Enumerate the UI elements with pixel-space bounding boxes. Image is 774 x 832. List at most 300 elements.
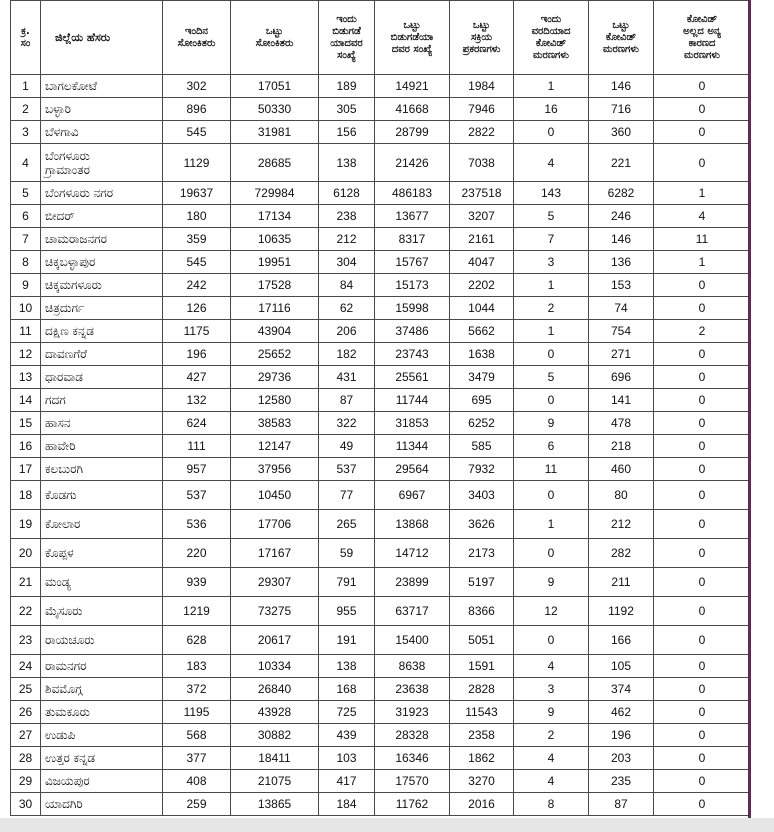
table-cell: 9 [514,568,589,597]
table-cell: 0 [654,793,751,816]
table-cell: 11744 [375,389,450,412]
district-name-cell: ಗದಗ [41,389,163,412]
table-cell: 6 [514,435,589,458]
district-name-cell: ಹಾಸನ [41,412,163,435]
table-cell: 6128 [319,182,375,205]
table-cell: 3270 [450,770,514,793]
table-cell: 74 [589,297,654,320]
table-row [11,121,751,144]
table-cell: 1 [654,251,751,274]
table-cell: 11762 [375,793,450,816]
table-cell: 17051 [231,75,319,98]
table-cell: 30 [11,793,41,816]
district-name-cell: ಹಾವೇರಿ [41,435,163,458]
table-cell: 62 [319,297,375,320]
table-cell: 957 [163,458,231,481]
column-header: ಇಂದು ಬಿಡುಗಡೆ ಯಾದವರ ಸಂಖ್ಯೆ [319,1,375,75]
table-row [11,205,751,228]
table-cell: 138 [319,655,375,678]
table-cell: 0 [654,412,751,435]
table-cell: 7 [11,228,41,251]
table-cell: 4 [514,655,589,678]
table-row [11,320,751,343]
table-cell: 13677 [375,205,450,228]
table-cell: 29307 [231,568,319,597]
table-cell: 15 [11,412,41,435]
table-row [11,144,751,182]
table-cell: 3403 [450,481,514,510]
table-cell: 31923 [375,701,450,724]
table-cell: 374 [589,678,654,701]
table-cell: 462 [589,701,654,724]
table-cell: 1 [514,320,589,343]
table-cell: 191 [319,626,375,655]
table-cell: 427 [163,366,231,389]
district-name-cell: ಬೀದರ್ [41,205,163,228]
table-cell: 2358 [450,724,514,747]
table-cell: 377 [163,747,231,770]
table-cell: 9 [11,274,41,297]
table-cell: 0 [654,458,751,481]
district-name-cell: ದಾವಣಗೆರೆ [41,343,163,366]
table-cell: 939 [163,568,231,597]
table-cell: 0 [654,98,751,121]
table-cell: 0 [514,389,589,412]
table-cell: 545 [163,251,231,274]
table-cell: 7946 [450,98,514,121]
table-cell: 21 [11,568,41,597]
table-body [11,75,751,816]
table-cell: 11 [654,228,751,251]
table-row [11,182,751,205]
table-cell: 14712 [375,539,450,568]
table-cell: 2 [654,320,751,343]
table-cell: 138 [319,144,375,182]
table-cell: 628 [163,626,231,655]
table-cell: 14 [11,389,41,412]
table-cell: 439 [319,724,375,747]
table-row [11,75,751,98]
table-cell: 725 [319,701,375,724]
table-cell: 282 [589,539,654,568]
table-cell: 2173 [450,539,514,568]
table-cell: 5197 [450,568,514,597]
table-cell: 486183 [375,182,450,205]
table-row [11,655,751,678]
table-cell: 63717 [375,597,450,626]
district-name-cell: ರಾಮನಗರ [41,655,163,678]
table-cell: 103 [319,747,375,770]
table-row [11,701,751,724]
page-bottom-edge [0,818,774,832]
table-cell: 4 [514,144,589,182]
table-cell: 28799 [375,121,450,144]
column-header: ಇಂದು ವರದಿಯಾದ ಕೋವಿಡ್ ಮರಣಗಳು [514,1,589,75]
table-cell: 2 [514,724,589,747]
table-cell: 0 [654,655,751,678]
table-cell: 28685 [231,144,319,182]
table-cell: 24 [11,655,41,678]
district-name-cell: ವಿಜಯಪುರ [41,770,163,793]
table-cell: 38583 [231,412,319,435]
table-row [11,597,751,626]
table-cell: 156 [319,121,375,144]
table-cell: 8638 [375,655,450,678]
table-cell: 11 [514,458,589,481]
table-cell: 568 [163,724,231,747]
table-cell: 4047 [450,251,514,274]
table-cell: 146 [589,75,654,98]
table-cell: 6 [11,205,41,228]
table-cell: 87 [319,389,375,412]
district-name-cell: ಉತ್ತರ ಕನ್ನಡ [41,747,163,770]
table-cell: 23899 [375,568,450,597]
table-cell: 12 [514,597,589,626]
table-cell: 7932 [450,458,514,481]
table-cell: 7038 [450,144,514,182]
table-cell: 460 [589,458,654,481]
table-cell: 0 [654,297,751,320]
table-cell: 84 [319,274,375,297]
table-cell: 408 [163,770,231,793]
district-name-cell: ತುಮಕೂರು [41,701,163,724]
table-cell: 212 [319,228,375,251]
column-header: ಒಟ್ಟು ಸಕ್ರಿಯ ಪ್ರಕರಣಗಳು [450,1,514,75]
table-row [11,678,751,701]
table-cell: 896 [163,98,231,121]
table-cell: 183 [163,655,231,678]
table-cell: 2828 [450,678,514,701]
table-cell: 105 [589,655,654,678]
table-cell: 791 [319,568,375,597]
table-cell: 0 [654,481,751,510]
table-cell: 695 [450,389,514,412]
table-row [11,366,751,389]
table-cell: 28 [11,747,41,770]
table-row [11,412,751,435]
district-name-cell: ಬೆಂಗಳೂರು ನಗರ [41,182,163,205]
table-cell: 1 [11,75,41,98]
table-cell: 0 [654,274,751,297]
table-cell: 21075 [231,770,319,793]
table-cell: 0 [514,481,589,510]
table-cell: 0 [654,770,751,793]
table-cell: 11 [11,320,41,343]
table-cell: 18411 [231,747,319,770]
table-cell: 545 [163,121,231,144]
table-row [11,626,751,655]
table-cell: 322 [319,412,375,435]
table-cell: 10450 [231,481,319,510]
table-row [11,747,751,770]
table-cell: 168 [319,678,375,701]
district-name-cell: ಚಿಕ್ಕಬಳ್ಳಾಪುರ [41,251,163,274]
table-cell: 12147 [231,435,319,458]
table-cell: 8 [11,251,41,274]
table-cell: 5051 [450,626,514,655]
district-name-cell: ಬಳ್ಳಾರಿ [41,98,163,121]
district-name-cell: ಕೊಪ್ಪಳ [41,539,163,568]
district-name-cell: ಶಿವಮೊಗ್ಗ [41,678,163,701]
table-cell: 9 [514,701,589,724]
table-cell: 50330 [231,98,319,121]
district-name-cell: ರಾಯಚೂರು [41,626,163,655]
table-cell: 431 [319,366,375,389]
table-row [11,458,751,481]
table-cell: 153 [589,274,654,297]
table-cell: 360 [589,121,654,144]
table-header-row [11,1,751,75]
district-name-cell: ಚಿಕ್ಕಮಗಳೂರು [41,274,163,297]
table-cell: 43928 [231,701,319,724]
table-cell: 2202 [450,274,514,297]
table-cell: 1 [514,510,589,539]
table-cell: 13868 [375,510,450,539]
table-cell: 189 [319,75,375,98]
table-cell: 182 [319,343,375,366]
table-row [11,343,751,366]
table-cell: 9 [514,412,589,435]
table-cell: 8 [514,793,589,816]
table-cell: 29 [11,770,41,793]
table-cell: 2161 [450,228,514,251]
table-cell: 17134 [231,205,319,228]
table-cell: 5 [11,182,41,205]
table-cell: 0 [654,366,751,389]
table-cell: 12 [11,343,41,366]
table-cell: 220 [163,539,231,568]
table-cell: 1219 [163,597,231,626]
table-cell: 7 [514,228,589,251]
table-cell: 37486 [375,320,450,343]
table-row [11,481,751,510]
table-row [11,297,751,320]
table-cell: 15998 [375,297,450,320]
table-cell: 5662 [450,320,514,343]
table-cell: 4 [514,770,589,793]
table-cell: 146 [589,228,654,251]
table-cell: 136 [589,251,654,274]
table-row [11,770,751,793]
district-name-cell: ಚಿತ್ರದುರ್ಗ [41,297,163,320]
table-cell: 3 [11,121,41,144]
table-cell: 43904 [231,320,319,343]
table-cell: 13865 [231,793,319,816]
table-cell: 2 [514,297,589,320]
district-name-cell: ಬೆಂಗಳೂರು ಗ್ರಾಮಾಂತರ [41,144,163,182]
table-cell: 5 [514,205,589,228]
table-cell: 14921 [375,75,450,98]
table-cell: 3626 [450,510,514,539]
table-cell: 18 [11,481,41,510]
table-cell: 184 [319,793,375,816]
table-row [11,274,751,297]
table-cell: 20 [11,539,41,568]
table-cell: 17528 [231,274,319,297]
table-cell: 0 [654,724,751,747]
district-name-cell: ಮೈಸೂರು [41,597,163,626]
table-cell: 0 [514,539,589,568]
table-cell: 754 [589,320,654,343]
table-cell: 31981 [231,121,319,144]
table-cell: 25561 [375,366,450,389]
table-cell: 16 [11,435,41,458]
table-cell: 4 [11,144,41,182]
table-row [11,389,751,412]
table-cell: 141 [589,389,654,412]
table-cell: 11344 [375,435,450,458]
table-cell: 203 [589,747,654,770]
district-name-cell: ದಕ್ಷಿಣ ಕನ್ನಡ [41,320,163,343]
table-cell: 478 [589,412,654,435]
table-cell: 716 [589,98,654,121]
table-cell: 1862 [450,747,514,770]
table-cell: 20617 [231,626,319,655]
district-name-cell: ಯಾದಗಿರಿ [41,793,163,816]
column-header: ಕ್ರ. ಸಂ [11,1,41,75]
table-row [11,793,751,816]
table-cell: 10 [11,297,41,320]
table-cell: 1591 [450,655,514,678]
table-row [11,568,751,597]
table-cell: 1192 [589,597,654,626]
table-cell: 305 [319,98,375,121]
table-cell: 0 [654,597,751,626]
table-cell: 0 [654,75,751,98]
table-cell: 0 [654,626,751,655]
table-row [11,98,751,121]
district-name-cell: ಕಲಬುರಗಿ [41,458,163,481]
table-row [11,724,751,747]
table-cell: 0 [514,626,589,655]
table-cell: 0 [654,435,751,458]
table-cell: 0 [654,121,751,144]
table-cell: 304 [319,251,375,274]
table-cell: 23743 [375,343,450,366]
table-cell: 17167 [231,539,319,568]
table-row [11,251,751,274]
table-cell: 26840 [231,678,319,701]
table-cell: 1044 [450,297,514,320]
table-cell: 73275 [231,597,319,626]
table-cell: 5 [514,366,589,389]
table-cell: 27 [11,724,41,747]
table-cell: 0 [654,343,751,366]
table-cell: 25 [11,678,41,701]
table-cell: 126 [163,297,231,320]
table-cell: 11543 [450,701,514,724]
table-cell: 29736 [231,366,319,389]
table-cell: 2822 [450,121,514,144]
table-cell: 19951 [231,251,319,274]
table-cell: 4 [514,747,589,770]
table-cell: 17116 [231,297,319,320]
table-cell: 37956 [231,458,319,481]
table-cell: 0 [654,678,751,701]
table-cell: 536 [163,510,231,539]
table-cell: 271 [589,343,654,366]
table-cell: 0 [514,121,589,144]
table-cell: 1984 [450,75,514,98]
table-cell: 6967 [375,481,450,510]
table-cell: 1 [654,182,751,205]
table-cell: 77 [319,481,375,510]
table-cell: 21426 [375,144,450,182]
table-cell: 16346 [375,747,450,770]
table-cell: 359 [163,228,231,251]
table-cell: 16 [514,98,589,121]
table-cell: 0 [654,144,751,182]
table-cell: 180 [163,205,231,228]
table-cell: 10635 [231,228,319,251]
district-name-cell: ಚಾಮರಾಜನಗರ [41,228,163,251]
district-name-cell: ಕೊಡಗು [41,481,163,510]
table-cell: 537 [163,481,231,510]
table-cell: 30882 [231,724,319,747]
table-cell: 31853 [375,412,450,435]
table-cell: 49 [319,435,375,458]
district-name-cell: ಧಾರವಾಡ [41,366,163,389]
table-cell: 3 [514,678,589,701]
table-cell: 0 [514,343,589,366]
table-cell: 4 [654,205,751,228]
table-cell: 417 [319,770,375,793]
table-cell: 87 [589,793,654,816]
table-cell: 15767 [375,251,450,274]
table-cell: 2 [11,98,41,121]
table-cell: 2016 [450,793,514,816]
table-cell: 0 [654,510,751,539]
table-cell: 23638 [375,678,450,701]
table-row [11,228,751,251]
table-cell: 26 [11,701,41,724]
table-cell: 1195 [163,701,231,724]
table-cell: 0 [654,747,751,770]
column-header: ಒಟ್ಟು ಕೋವಿಡ್ ಮರಣಗಳು [589,1,654,75]
table-cell: 211 [589,568,654,597]
table-cell: 696 [589,366,654,389]
table-cell: 206 [319,320,375,343]
table-cell: 15173 [375,274,450,297]
table-cell: 372 [163,678,231,701]
table-cell: 8366 [450,597,514,626]
table-cell: 302 [163,75,231,98]
table-cell: 235 [589,770,654,793]
table-cell: 0 [654,701,751,724]
district-name-cell: ಕೋಲಾರ [41,510,163,539]
table-cell: 10334 [231,655,319,678]
table-cell: 80 [589,481,654,510]
district-name-cell: ಮಂಡ್ಯ [41,568,163,597]
table-cell: 29564 [375,458,450,481]
district-covid-table [10,0,751,816]
table-cell: 0 [654,389,751,412]
column-header: ಒಟ್ಟು ಬಿಡುಗಡೆಯಾ ದವರ ಸಂಖ್ಯೆ [375,1,450,75]
table-cell: 23 [11,626,41,655]
table-cell: 242 [163,274,231,297]
table-cell: 143 [514,182,589,205]
table-cell: 17570 [375,770,450,793]
table-cell: 1129 [163,144,231,182]
table-cell: 111 [163,435,231,458]
column-header: ಜಿಲ್ಲೆಯ ಹೆಸರು [41,1,163,75]
table-cell: 1 [514,274,589,297]
table-cell: 3479 [450,366,514,389]
table-cell: 246 [589,205,654,228]
district-name-cell: ಬಾಗಲಕೋಟೆ [41,75,163,98]
table-cell: 585 [450,435,514,458]
district-name-cell: ಬೆಳಗಾವಿ [41,121,163,144]
